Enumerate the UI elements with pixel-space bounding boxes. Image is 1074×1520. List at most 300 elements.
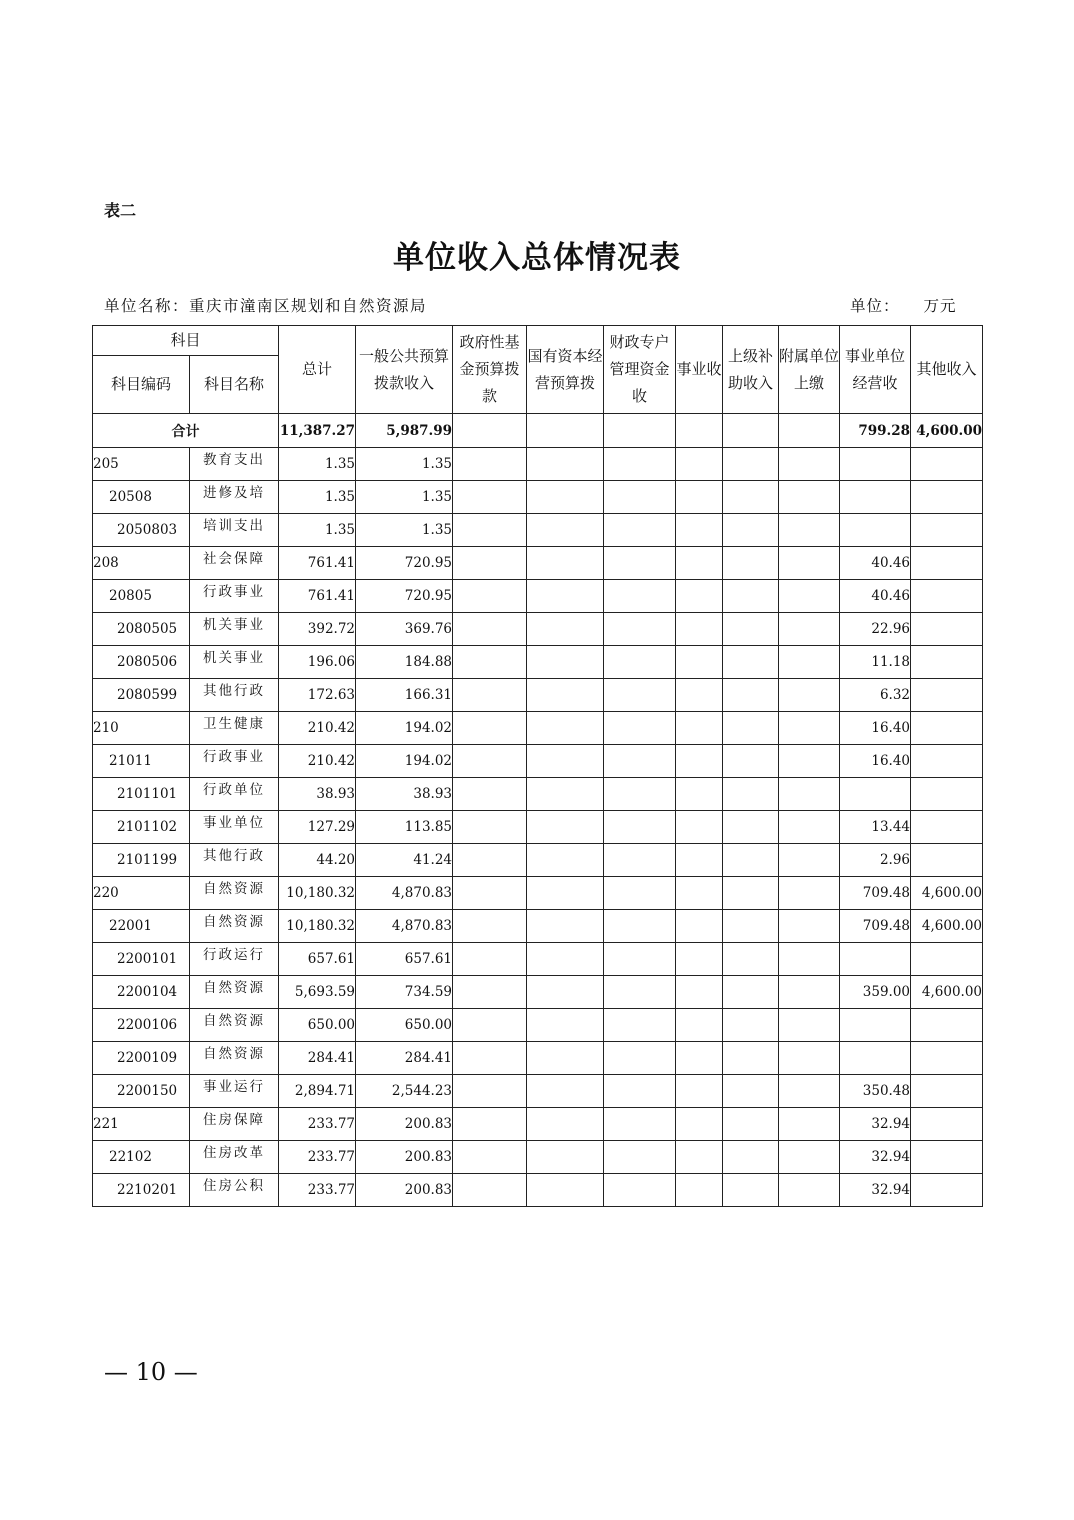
- cell-affiliated: [779, 745, 840, 778]
- cell-state-capital: [527, 1075, 604, 1108]
- cell-affiliated: [779, 1075, 840, 1108]
- cell-other: [911, 448, 983, 481]
- cell-gov-fund: [453, 811, 527, 844]
- cell-operation: [840, 1042, 911, 1075]
- cell-affiliated: [779, 811, 840, 844]
- cell-other: 4,600.00: [911, 976, 983, 1009]
- cell-fiscal-special: [604, 1075, 676, 1108]
- cell-general: 4,870.83: [356, 910, 453, 943]
- cell-operation: 22.96: [840, 613, 911, 646]
- cell-business: [676, 943, 723, 976]
- cell-other: [911, 1108, 983, 1141]
- cell-superior: [723, 481, 779, 514]
- cell-gov-fund: [453, 547, 527, 580]
- subject-name: 行政事业: [190, 580, 279, 613]
- cell-affiliated: [779, 580, 840, 613]
- cell-state-capital: [527, 1174, 604, 1207]
- header-business-operation: 事业单位经营收: [840, 326, 911, 414]
- page-number: — 10 —: [104, 1358, 198, 1386]
- summary-business: [676, 414, 723, 448]
- table-row: [93, 646, 983, 679]
- cell-total: 233.77: [279, 1174, 356, 1207]
- cell-gov-fund: [453, 1075, 527, 1108]
- cell-total: 5,693.59: [279, 976, 356, 1009]
- cell-state-capital: [527, 613, 604, 646]
- cell-superior: [723, 877, 779, 910]
- summary-gov-fund: [453, 414, 527, 448]
- cell-business: [676, 1042, 723, 1075]
- subject-name: 培训支出: [190, 514, 279, 547]
- cell-affiliated: [779, 877, 840, 910]
- cell-fiscal-special: [604, 877, 676, 910]
- cell-business: [676, 811, 723, 844]
- cell-business: [676, 481, 723, 514]
- cell-total: 650.00: [279, 1009, 356, 1042]
- cell-superior: [723, 1108, 779, 1141]
- cell-gov-fund: [453, 745, 527, 778]
- subject-code: 2200104: [93, 976, 190, 1009]
- cell-affiliated: [779, 646, 840, 679]
- cell-fiscal-special: [604, 844, 676, 877]
- cell-operation: 40.46: [840, 580, 911, 613]
- cell-superior: [723, 943, 779, 976]
- cell-general: 113.85: [356, 811, 453, 844]
- cell-general: 4,870.83: [356, 877, 453, 910]
- cell-other: [911, 580, 983, 613]
- subject-name: 机关事业: [190, 613, 279, 646]
- cell-gov-fund: [453, 778, 527, 811]
- subject-code: 2210201: [93, 1174, 190, 1207]
- cell-fiscal-special: [604, 1141, 676, 1174]
- cell-superior: [723, 1009, 779, 1042]
- cell-superior: [723, 580, 779, 613]
- subject-code: 2200109: [93, 1042, 190, 1075]
- header-affiliated: 附属单位上缴: [779, 326, 840, 414]
- subject-code: 2080599: [93, 679, 190, 712]
- cell-gov-fund: [453, 877, 527, 910]
- subject-code: 2200150: [93, 1075, 190, 1108]
- cell-general: 1.35: [356, 448, 453, 481]
- summary-label: 合计: [93, 414, 279, 448]
- cell-fiscal-special: [604, 1174, 676, 1207]
- cell-superior: [723, 1075, 779, 1108]
- cell-fiscal-special: [604, 448, 676, 481]
- cell-business: [676, 844, 723, 877]
- table-row: [93, 448, 983, 481]
- header-subject-name: 科目名称: [190, 356, 279, 414]
- subject-code: 2080506: [93, 646, 190, 679]
- summary-state-capital: [527, 414, 604, 448]
- subject-name: 自然资源: [190, 1009, 279, 1042]
- table-row: [93, 745, 983, 778]
- cell-fiscal-special: [604, 1108, 676, 1141]
- cell-general: 657.61: [356, 943, 453, 976]
- subject-name: 其他行政: [190, 679, 279, 712]
- cell-affiliated: [779, 844, 840, 877]
- subject-name: 自然资源: [190, 877, 279, 910]
- cell-total: 44.20: [279, 844, 356, 877]
- cell-fiscal-special: [604, 580, 676, 613]
- subject-name: 教育支出: [190, 448, 279, 481]
- cell-superior: [723, 910, 779, 943]
- subject-code: 2200101: [93, 943, 190, 976]
- subject-code: 208: [93, 547, 190, 580]
- table-label: 表二: [104, 201, 137, 220]
- table-row: [93, 1108, 983, 1141]
- cell-superior: [723, 1174, 779, 1207]
- cell-total: 10,180.32: [279, 877, 356, 910]
- subject-name: 社会保障: [190, 547, 279, 580]
- cell-other: [911, 1075, 983, 1108]
- cell-other: [911, 1141, 983, 1174]
- cell-other: [911, 745, 983, 778]
- cell-operation: [840, 448, 911, 481]
- cell-gov-fund: [453, 1174, 527, 1207]
- subject-name: 其他行政: [190, 844, 279, 877]
- cell-state-capital: [527, 910, 604, 943]
- cell-fiscal-special: [604, 910, 676, 943]
- cell-fiscal-special: [604, 1042, 676, 1075]
- cell-total: 1.35: [279, 448, 356, 481]
- cell-affiliated: [779, 1174, 840, 1207]
- cell-affiliated: [779, 613, 840, 646]
- table-row: [93, 811, 983, 844]
- cell-operation: 40.46: [840, 547, 911, 580]
- cell-total: 657.61: [279, 943, 356, 976]
- table-row: [93, 613, 983, 646]
- cell-business: [676, 613, 723, 646]
- cell-total: 1.35: [279, 514, 356, 547]
- cell-other: 4,600.00: [911, 877, 983, 910]
- cell-business: [676, 514, 723, 547]
- cell-state-capital: [527, 976, 604, 1009]
- table-body: [93, 414, 983, 1207]
- table-row: [93, 514, 983, 547]
- subject-code: 220: [93, 877, 190, 910]
- header-subject: 科目: [93, 326, 279, 356]
- cell-operation: [840, 514, 911, 547]
- cell-state-capital: [527, 448, 604, 481]
- subject-name: 住房公积: [190, 1174, 279, 1207]
- cell-superior: [723, 1141, 779, 1174]
- cell-fiscal-special: [604, 976, 676, 1009]
- table-row: [93, 547, 983, 580]
- cell-business: [676, 580, 723, 613]
- header-other: 其他收入: [911, 326, 983, 414]
- cell-general: 194.02: [356, 745, 453, 778]
- cell-other: [911, 1042, 983, 1075]
- cell-general: 720.95: [356, 547, 453, 580]
- cell-other: [911, 712, 983, 745]
- cell-superior: [723, 844, 779, 877]
- header-subject-code: 科目编码: [93, 356, 190, 414]
- cell-affiliated: [779, 481, 840, 514]
- cell-gov-fund: [453, 844, 527, 877]
- cell-gov-fund: [453, 481, 527, 514]
- header-fiscal-special: 财政专户管理资金收: [604, 326, 676, 414]
- subject-name: 行政事业: [190, 745, 279, 778]
- cell-state-capital: [527, 778, 604, 811]
- cell-operation: 16.40: [840, 712, 911, 745]
- subject-code: 2101102: [93, 811, 190, 844]
- cell-business: [676, 976, 723, 1009]
- cell-total: 127.29: [279, 811, 356, 844]
- cell-total: 38.93: [279, 778, 356, 811]
- subject-name: 住房保障: [190, 1108, 279, 1141]
- cell-superior: [723, 646, 779, 679]
- header-business: 事业收: [676, 326, 723, 414]
- cell-total: 2,894.71: [279, 1075, 356, 1108]
- cell-affiliated: [779, 976, 840, 1009]
- page-title: 单位收入总体情况表: [393, 240, 681, 276]
- cell-fiscal-special: [604, 745, 676, 778]
- cell-fiscal-special: [604, 1009, 676, 1042]
- header-superior-subsidy: 上级补助收入: [723, 326, 779, 414]
- cell-general: 2,544.23: [356, 1075, 453, 1108]
- cell-total: 233.77: [279, 1108, 356, 1141]
- cell-gov-fund: [453, 1141, 527, 1174]
- subject-name: 卫生健康: [190, 712, 279, 745]
- table-row: [93, 976, 983, 1009]
- cell-business: [676, 1141, 723, 1174]
- cell-state-capital: [527, 580, 604, 613]
- cell-fiscal-special: [604, 646, 676, 679]
- cell-state-capital: [527, 1141, 604, 1174]
- cell-general: 1.35: [356, 514, 453, 547]
- cell-operation: 13.44: [840, 811, 911, 844]
- cell-other: [911, 646, 983, 679]
- cell-state-capital: [527, 811, 604, 844]
- cell-fiscal-special: [604, 943, 676, 976]
- cell-business: [676, 877, 723, 910]
- cell-general: 650.00: [356, 1009, 453, 1042]
- subject-code: 205: [93, 448, 190, 481]
- cell-affiliated: [779, 1141, 840, 1174]
- cell-gov-fund: [453, 679, 527, 712]
- cell-fiscal-special: [604, 514, 676, 547]
- subject-code: 2050803: [93, 514, 190, 547]
- cell-state-capital: [527, 547, 604, 580]
- unit-value: 万元: [923, 297, 957, 315]
- cell-gov-fund: [453, 910, 527, 943]
- cell-state-capital: [527, 844, 604, 877]
- cell-affiliated: [779, 547, 840, 580]
- cell-business: [676, 547, 723, 580]
- cell-other: 4,600.00: [911, 910, 983, 943]
- subject-name: 自然资源: [190, 976, 279, 1009]
- cell-business: [676, 646, 723, 679]
- cell-state-capital: [527, 943, 604, 976]
- cell-total: 761.41: [279, 580, 356, 613]
- cell-gov-fund: [453, 712, 527, 745]
- summary-other: 4,600.00: [911, 414, 983, 448]
- cell-state-capital: [527, 1042, 604, 1075]
- cell-affiliated: [779, 778, 840, 811]
- cell-operation: 359.00: [840, 976, 911, 1009]
- cell-other: [911, 1009, 983, 1042]
- cell-affiliated: [779, 712, 840, 745]
- cell-operation: [840, 1009, 911, 1042]
- summary-fiscal-special: [604, 414, 676, 448]
- subject-name: 自然资源: [190, 910, 279, 943]
- cell-superior: [723, 679, 779, 712]
- table-row: [93, 778, 983, 811]
- table-row: [93, 1141, 983, 1174]
- header-general-budget: 一般公共预算拨款收入: [356, 326, 453, 414]
- cell-general: 200.83: [356, 1108, 453, 1141]
- cell-superior: [723, 1042, 779, 1075]
- cell-gov-fund: [453, 1042, 527, 1075]
- cell-state-capital: [527, 646, 604, 679]
- cell-affiliated: [779, 1108, 840, 1141]
- cell-affiliated: [779, 679, 840, 712]
- cell-other: [911, 514, 983, 547]
- summary-affiliated: [779, 414, 840, 448]
- table-row: [93, 1042, 983, 1075]
- subject-code: 2200106: [93, 1009, 190, 1042]
- cell-operation: 32.94: [840, 1141, 911, 1174]
- subject-name: 事业单位: [190, 811, 279, 844]
- cell-total: 172.63: [279, 679, 356, 712]
- cell-other: [911, 778, 983, 811]
- cell-business: [676, 679, 723, 712]
- cell-other: [911, 613, 983, 646]
- income-table: [92, 325, 983, 1207]
- cell-general: 734.59: [356, 976, 453, 1009]
- cell-superior: [723, 514, 779, 547]
- cell-affiliated: [779, 943, 840, 976]
- cell-operation: [840, 481, 911, 514]
- header-gov-fund: 政府性基金预算拨款: [453, 326, 527, 414]
- cell-fiscal-special: [604, 547, 676, 580]
- cell-total: 210.42: [279, 745, 356, 778]
- summary-total: 11,387.27: [279, 414, 356, 448]
- cell-business: [676, 745, 723, 778]
- cell-superior: [723, 811, 779, 844]
- cell-superior: [723, 547, 779, 580]
- subject-name: 进修及培: [190, 481, 279, 514]
- cell-gov-fund: [453, 1009, 527, 1042]
- cell-general: 41.24: [356, 844, 453, 877]
- table-row: [93, 1009, 983, 1042]
- summary-superior: [723, 414, 779, 448]
- cell-state-capital: [527, 712, 604, 745]
- subject-code: 21011: [93, 745, 190, 778]
- cell-operation: 16.40: [840, 745, 911, 778]
- table-row: [93, 1075, 983, 1108]
- cell-state-capital: [527, 877, 604, 910]
- header-total: 总计: [279, 326, 356, 414]
- subject-name: 行政运行: [190, 943, 279, 976]
- summary-general: 5,987.99: [356, 414, 453, 448]
- cell-gov-fund: [453, 976, 527, 1009]
- cell-operation: 709.48: [840, 910, 911, 943]
- cell-total: 392.72: [279, 613, 356, 646]
- cell-business: [676, 910, 723, 943]
- cell-operation: 6.32: [840, 679, 911, 712]
- cell-general: 194.02: [356, 712, 453, 745]
- unit-name: 单位名称：重庆市潼南区规划和自然资源局: [104, 297, 428, 315]
- cell-total: 761.41: [279, 547, 356, 580]
- subject-code: 210: [93, 712, 190, 745]
- subject-code: 22102: [93, 1141, 190, 1174]
- cell-gov-fund: [453, 448, 527, 481]
- cell-business: [676, 712, 723, 745]
- cell-operation: 350.48: [840, 1075, 911, 1108]
- cell-state-capital: [527, 679, 604, 712]
- cell-superior: [723, 712, 779, 745]
- table-row: [93, 1174, 983, 1207]
- cell-operation: [840, 778, 911, 811]
- cell-superior: [723, 976, 779, 1009]
- cell-fiscal-special: [604, 613, 676, 646]
- cell-operation: 709.48: [840, 877, 911, 910]
- cell-business: [676, 448, 723, 481]
- table-row: [93, 844, 983, 877]
- cell-gov-fund: [453, 514, 527, 547]
- cell-general: 166.31: [356, 679, 453, 712]
- cell-gov-fund: [453, 580, 527, 613]
- subject-name: 事业运行: [190, 1075, 279, 1108]
- cell-other: [911, 844, 983, 877]
- cell-operation: 32.94: [840, 1108, 911, 1141]
- subject-name: 行政单位: [190, 778, 279, 811]
- cell-superior: [723, 448, 779, 481]
- cell-general: 200.83: [356, 1141, 453, 1174]
- cell-affiliated: [779, 910, 840, 943]
- subject-code: 2080505: [93, 613, 190, 646]
- cell-fiscal-special: [604, 481, 676, 514]
- cell-superior: [723, 778, 779, 811]
- cell-fiscal-special: [604, 712, 676, 745]
- cell-total: 210.42: [279, 712, 356, 745]
- cell-operation: [840, 943, 911, 976]
- cell-state-capital: [527, 481, 604, 514]
- cell-operation: 32.94: [840, 1174, 911, 1207]
- cell-general: 200.83: [356, 1174, 453, 1207]
- cell-fiscal-special: [604, 811, 676, 844]
- cell-affiliated: [779, 1042, 840, 1075]
- subject-name: 住房改革: [190, 1141, 279, 1174]
- cell-general: 369.76: [356, 613, 453, 646]
- subject-code: 2101101: [93, 778, 190, 811]
- cell-other: [911, 943, 983, 976]
- cell-general: 720.95: [356, 580, 453, 613]
- cell-general: 184.88: [356, 646, 453, 679]
- summary-row: [93, 414, 983, 448]
- cell-affiliated: [779, 1009, 840, 1042]
- cell-total: 196.06: [279, 646, 356, 679]
- unit-label: 单位：: [850, 297, 900, 315]
- cell-total: 284.41: [279, 1042, 356, 1075]
- subject-code: 22001: [93, 910, 190, 943]
- table-row: [93, 910, 983, 943]
- cell-other: [911, 1174, 983, 1207]
- subject-code: 2101199: [93, 844, 190, 877]
- subject-name: 机关事业: [190, 646, 279, 679]
- cell-business: [676, 1108, 723, 1141]
- cell-general: 284.41: [356, 1042, 453, 1075]
- cell-business: [676, 778, 723, 811]
- cell-superior: [723, 745, 779, 778]
- cell-fiscal-special: [604, 778, 676, 811]
- subject-name: 自然资源: [190, 1042, 279, 1075]
- cell-state-capital: [527, 745, 604, 778]
- header-state-capital: 国有资本经营预算拨: [527, 326, 604, 414]
- cell-operation: 2.96: [840, 844, 911, 877]
- table-row: [93, 580, 983, 613]
- cell-fiscal-special: [604, 679, 676, 712]
